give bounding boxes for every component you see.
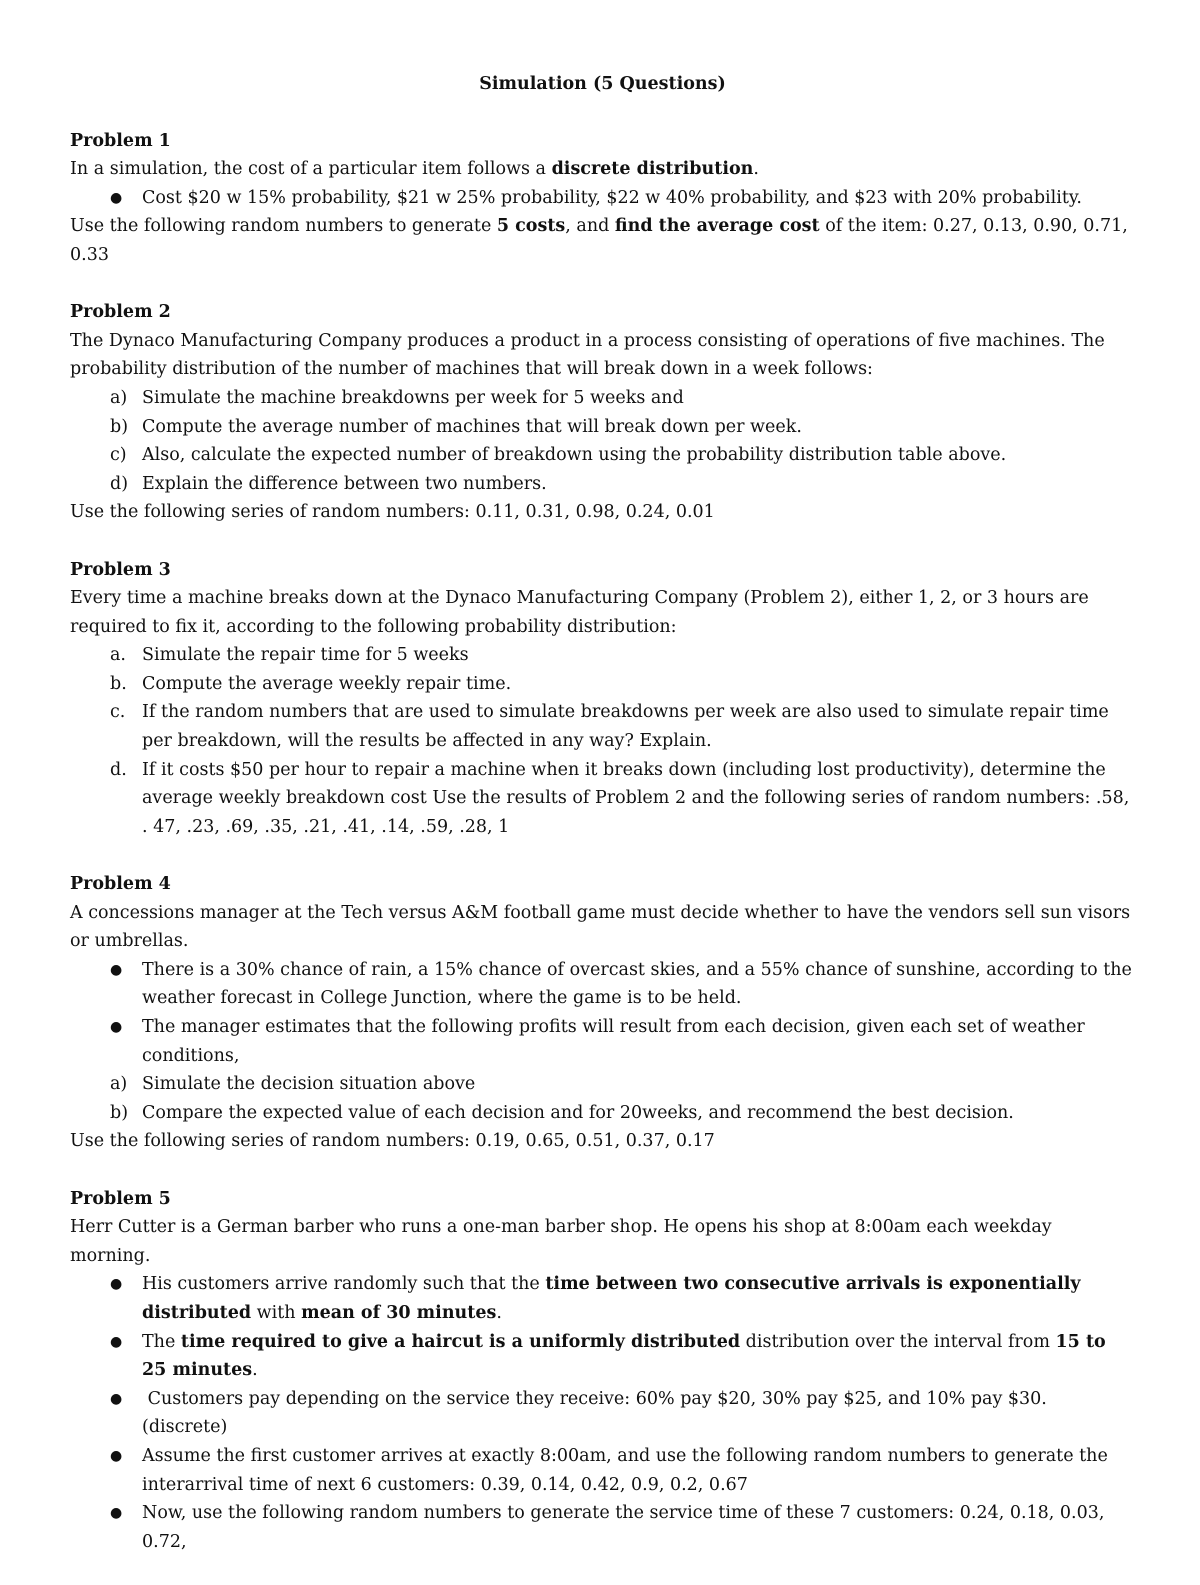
problem-heading: Problem 2 bbox=[70, 302, 171, 323]
problem-heading: Problem 4 bbox=[70, 874, 171, 895]
list-item-text: The manager estimates that the following profits will result from each decision, given each set of weather conditions, bbox=[142, 1017, 1085, 1066]
text-run: His customers arrive randomly such that the bbox=[142, 1274, 546, 1295]
problem-2 bbox=[70, 298, 1135, 527]
bullet-list bbox=[70, 956, 1135, 1070]
list-item bbox=[70, 756, 1135, 842]
text-run: . bbox=[252, 1360, 258, 1381]
text-run: Use the following random numbers to generate bbox=[70, 216, 497, 237]
list-marker: a) bbox=[110, 387, 128, 408]
problem-intro bbox=[70, 155, 1135, 184]
list-item bbox=[70, 1013, 1135, 1070]
problem-intro: A concessions manager at the Tech versus A&M football game must decide whether to have the vendors sell sun visors or umbrellas. bbox=[70, 902, 1131, 952]
text-run: of the item: 0.27, 0.13, 0.90, 0.71, 0.33 bbox=[70, 216, 1128, 265]
document-title: Simulation (5 Questions) bbox=[479, 74, 726, 94]
bullet-icon: ● bbox=[110, 1333, 123, 1350]
list-item-text: Customers pay depending on the service they receive: 60% pay $20, 30% pay $25, and 10% pay $30. (discrete) bbox=[142, 1388, 1053, 1438]
list-item-text: Simulate the decision situation above bbox=[142, 1074, 476, 1095]
list-item bbox=[70, 1328, 1135, 1385]
bold-text: discrete distribution bbox=[551, 159, 754, 180]
lettered-list bbox=[70, 641, 1135, 841]
bullet-list bbox=[70, 184, 1135, 213]
bullet-icon: ● bbox=[110, 1276, 123, 1293]
list-item bbox=[70, 1099, 1135, 1128]
bold-text: find the average cost bbox=[614, 216, 820, 237]
list-item-text: Simulate the repair time for 5 weeks bbox=[142, 645, 469, 666]
list-item bbox=[70, 413, 1135, 442]
random-numbers-line: Use the following series of random numbers: 0.19, 0.65, 0.51, 0.37, 0.17 bbox=[70, 1131, 715, 1152]
problem-5 bbox=[70, 1185, 1135, 1557]
list-item bbox=[70, 1385, 1135, 1442]
problem-intro: The Dynaco Manufacturing Company produces a product in a process consisting of operations of five machines. The probability distribution of the number of machines that will break down in a week follows: bbox=[70, 330, 1105, 380]
list-marker: c. bbox=[110, 702, 126, 723]
list-marker: b) bbox=[110, 1102, 129, 1123]
random-numbers-line bbox=[70, 212, 1135, 269]
list-item-text: Now, use the following random numbers to generate the service time of these 7 customers: 0.24, 0.18, 0.03, 0.72, bbox=[142, 1503, 1105, 1552]
list-item bbox=[70, 698, 1135, 755]
text-run: , and bbox=[565, 216, 615, 237]
problem-intro: Every time a machine breaks down at the Dynaco Manufacturing Company (Problem 2), either 1, 2, or 3 hours are required to fix it, according to the following probability distribution: bbox=[70, 588, 1089, 637]
bold-text: 5 costs bbox=[496, 216, 566, 237]
problem-3 bbox=[70, 556, 1135, 842]
list-item-text: Assume the first customer arrives at exactly 8:00am, and use the following random numbers to generate the interarrival time of next 6 customers: 0.39, 0.14, 0.42, 0.9, 0.2, 0.67 bbox=[142, 1445, 1108, 1495]
bullet-icon: ● bbox=[110, 961, 123, 978]
list-marker: b) bbox=[110, 416, 129, 437]
bullet-icon: ● bbox=[110, 189, 123, 206]
text-run: with bbox=[251, 1302, 302, 1323]
list-marker: c) bbox=[110, 445, 127, 466]
list-item-text: If it costs $50 per hour to repair a machine when it breaks down (including lost productivity), determine the average weekly breakdown cost Use the results of Problem 2 and the following series of random numbers: .58, . 47, .23, .69, .35, .21, .41, .14, .59, .28, 1 bbox=[142, 759, 1130, 837]
lettered-list bbox=[70, 384, 1135, 498]
list-item bbox=[70, 1270, 1135, 1327]
list-item bbox=[70, 470, 1135, 499]
list-marker: d. bbox=[110, 759, 127, 780]
problem-heading: Problem 1 bbox=[70, 130, 171, 151]
problem-heading: Problem 3 bbox=[70, 559, 171, 580]
lettered-list bbox=[70, 1070, 1135, 1127]
bullet-icon: ● bbox=[110, 1505, 123, 1522]
list-marker: d) bbox=[110, 473, 129, 494]
bold-text: time between two consecutive arrivals is exponentially distributed bbox=[142, 1274, 1081, 1323]
bullet-icon: ● bbox=[110, 1019, 123, 1035]
problem-1 bbox=[70, 127, 1135, 270]
document-page bbox=[70, 70, 1135, 1585]
list-item bbox=[70, 384, 1135, 413]
list-marker: a. bbox=[110, 645, 126, 666]
list-item-text: Also, calculate the expected number of breakdown using the probability distribution table above. bbox=[142, 445, 1007, 466]
list-item bbox=[70, 1442, 1135, 1499]
list-marker: a) bbox=[110, 1074, 128, 1095]
list-item-text: There is a 30% chance of rain, a 15% chance of overcast skies, and a 55% chance of sunshine, according to the weather forecast in College Junction, where the game is to be held. bbox=[142, 959, 1132, 1009]
list-item-text: Simulate the machine breakdowns per week for 5 weeks and bbox=[142, 387, 684, 408]
bold-text: 15 to 25 minutes bbox=[142, 1331, 1106, 1381]
text-run: distribution over the interval from bbox=[740, 1331, 1056, 1352]
text-run: In a simulation, the cost of a particular item follows a bbox=[70, 159, 552, 180]
text-run: . bbox=[496, 1302, 502, 1323]
list-item bbox=[70, 1070, 1135, 1099]
bold-text: time required to give a haircut is a uniformly distributed bbox=[180, 1331, 741, 1352]
text-run: The bbox=[142, 1331, 181, 1352]
list-item-text: Cost $20 w 15% probability, $21 w 25% probability, $22 w 40% probability, and $23 with 20% probability. bbox=[142, 187, 1082, 208]
list-item-text: Compute the average number of machines that will break down per week. bbox=[142, 416, 802, 437]
bullet-list bbox=[70, 1270, 1135, 1556]
bullet-icon: ● bbox=[110, 1390, 123, 1407]
problem-4 bbox=[70, 870, 1135, 1156]
list-item bbox=[70, 956, 1135, 1013]
list-item-text: Compute the average weekly repair time. bbox=[142, 673, 512, 694]
bullet-icon: ● bbox=[110, 1447, 123, 1464]
list-item-text: Compare the expected value of each decision and for 20weeks, and recommend the best decision. bbox=[142, 1102, 1014, 1123]
list-item bbox=[70, 670, 1135, 699]
list-marker: b. bbox=[110, 673, 127, 694]
list-item-text: Explain the difference between two numbers. bbox=[142, 473, 547, 494]
bold-text: mean of 30 minutes bbox=[301, 1302, 497, 1323]
list-item-text: If the random numbers that are used to simulate breakdowns per week are also used to simulate repair time per breakdown, will the results be affected in any way? Explain. bbox=[142, 702, 1109, 752]
list-item bbox=[70, 641, 1135, 670]
list-item bbox=[70, 441, 1135, 470]
problem-intro: Herr Cutter is a German barber who runs a one-man barber shop. He opens his shop at 8:00am each weekday morning. bbox=[70, 1217, 1052, 1266]
random-numbers-line: Use the following series of random numbers: 0.11, 0.31, 0.98, 0.24, 0.01 bbox=[70, 502, 715, 523]
list-item bbox=[70, 1499, 1135, 1556]
text-run: . bbox=[753, 159, 759, 180]
problem-heading: Problem 5 bbox=[70, 1188, 171, 1209]
list-item bbox=[70, 184, 1135, 213]
